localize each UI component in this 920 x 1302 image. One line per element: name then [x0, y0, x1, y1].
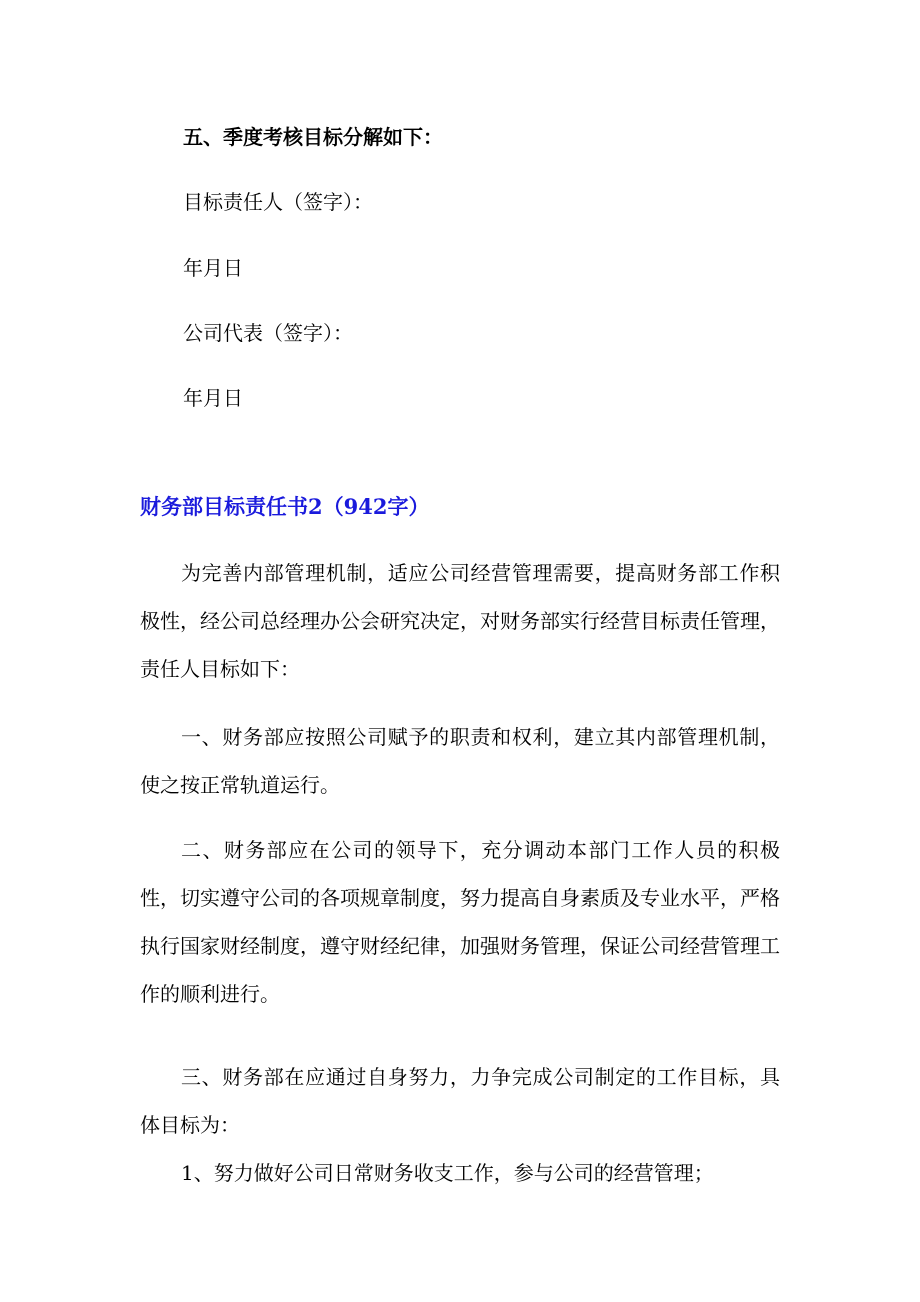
- item-one-paragraph: 一、财务部应按照公司赋予的职责和权利，建立其内部管理机制，使之按正常轨道运行。: [140, 725, 780, 797]
- sub-item-one-paragraph: 1、努力做好公司日常财务收支工作，参与公司的经营管理；: [181, 1161, 714, 1185]
- item-two-paragraph: 二、财务部应在公司的领导下，充分调动本部门工作人员的积极性，切实遵守公司的各项规章制度，努力提高自身素质及专业水平，严格执行国家财经制度，遵守财经纪律，加强财务管理，保证公司经营管理工作的顺利进行。: [140, 838, 780, 1006]
- target-person-signature-label: 目标责任人（签字）：: [183, 190, 373, 214]
- document-heading: 财务部目标责任书2（942字）: [140, 494, 430, 519]
- item-three-paragraph: 三、财务部在应通过自身努力，力争完成公司制定的工作目标，具体目标为：: [140, 1065, 780, 1137]
- intro-paragraph: 为完善内部管理机制，适应公司经营管理需要，提高财务部工作积极性，经公司总经理办公会研究决定，对财务部实行经营目标责任管理，责任人目标如下：: [140, 561, 780, 681]
- date-label-1: 年月日: [183, 256, 243, 280]
- date-label-2: 年月日: [183, 386, 243, 410]
- company-rep-signature-label: 公司代表（签字）：: [183, 321, 353, 345]
- section-five-title: 五、季度考核目标分解如下：: [183, 125, 443, 149]
